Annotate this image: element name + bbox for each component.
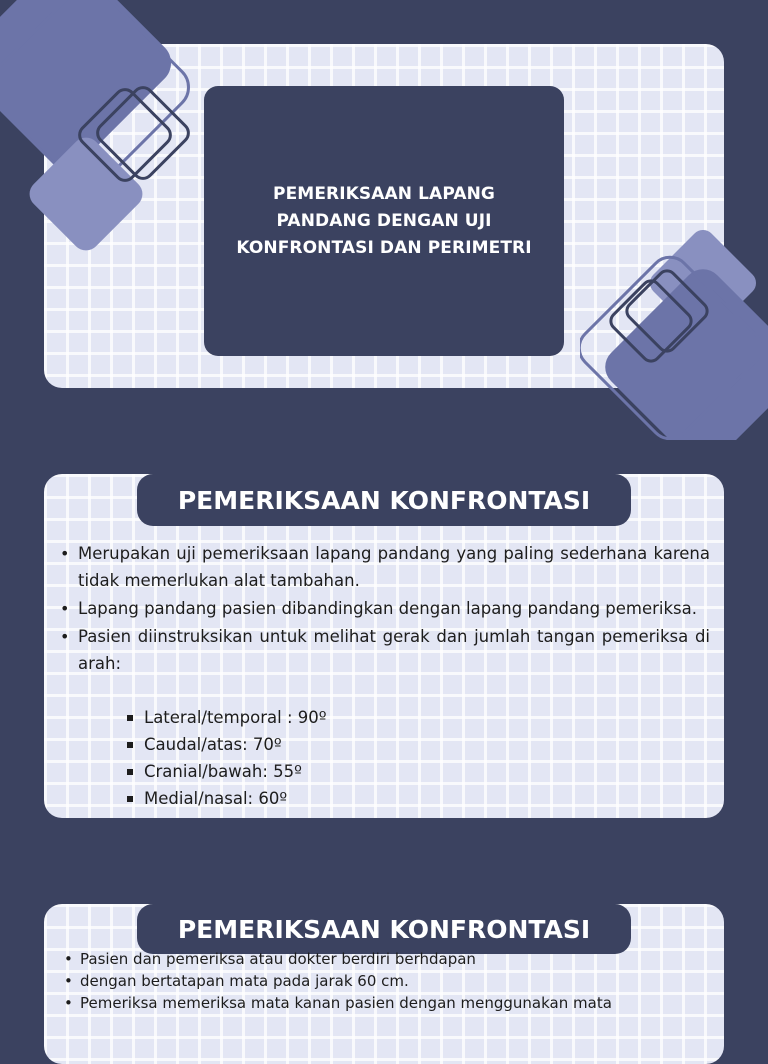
square-bullet-icon [127,769,133,775]
list-item: • dengan bertatapan mata pada jarak 60 cm. [64,972,409,990]
bullet-icon: • [64,972,73,990]
section-1-sub-list [127,704,327,812]
list-item: • Pemeriksa memeriksa mata kanan pasien dengan menggunakan mata [64,994,612,1012]
square-bullet-icon [127,715,133,721]
bullet-icon: • [60,627,70,646]
section-1-bullet-list [60,540,710,678]
section-1-heading: PEMERIKSAAN KONFRONTASI [137,474,631,526]
section-2-heading: PEMERIKSAAN KONFRONTASI [137,904,631,954]
sub-list-item: Caudal/atas: 70º [127,731,327,758]
list-item: • Pasien diinstruksikan untuk melihat gerak dan jumlah tangan pemeriksa di arah: [60,623,710,677]
title-box [204,86,564,356]
section-2-bullet-list [64,948,724,1014]
square-bullet-icon [127,742,133,748]
square-bullet-icon [127,796,133,802]
sub-list-item: Cranial/bawah: 55º [127,758,327,785]
list-item: • Merupakan uji pemeriksaan lapang pandang yang paling sederhana karena tidak memerlukan alat tambahan. [60,540,710,594]
list-item: • Pasien dan pemeriksa atau dokter berdiri berhdapan [64,950,476,968]
bullet-icon: • [60,544,70,563]
list-item: • Lapang pandang pasien dibandingkan dengan lapang pandang pemeriksa. [60,595,710,622]
bullet-icon: • [64,994,73,1012]
sub-list-item: Medial/nasal: 60º [127,785,327,812]
bullet-icon: • [60,599,70,618]
page-title: PEMERIKSAAN LAPANG PANDANG DENGAN UJI KONFRONTASI DAN PERIMETRI [236,183,532,258]
sub-list-item: Lateral/temporal : 90º [127,704,327,731]
bullet-icon: • [64,950,73,968]
